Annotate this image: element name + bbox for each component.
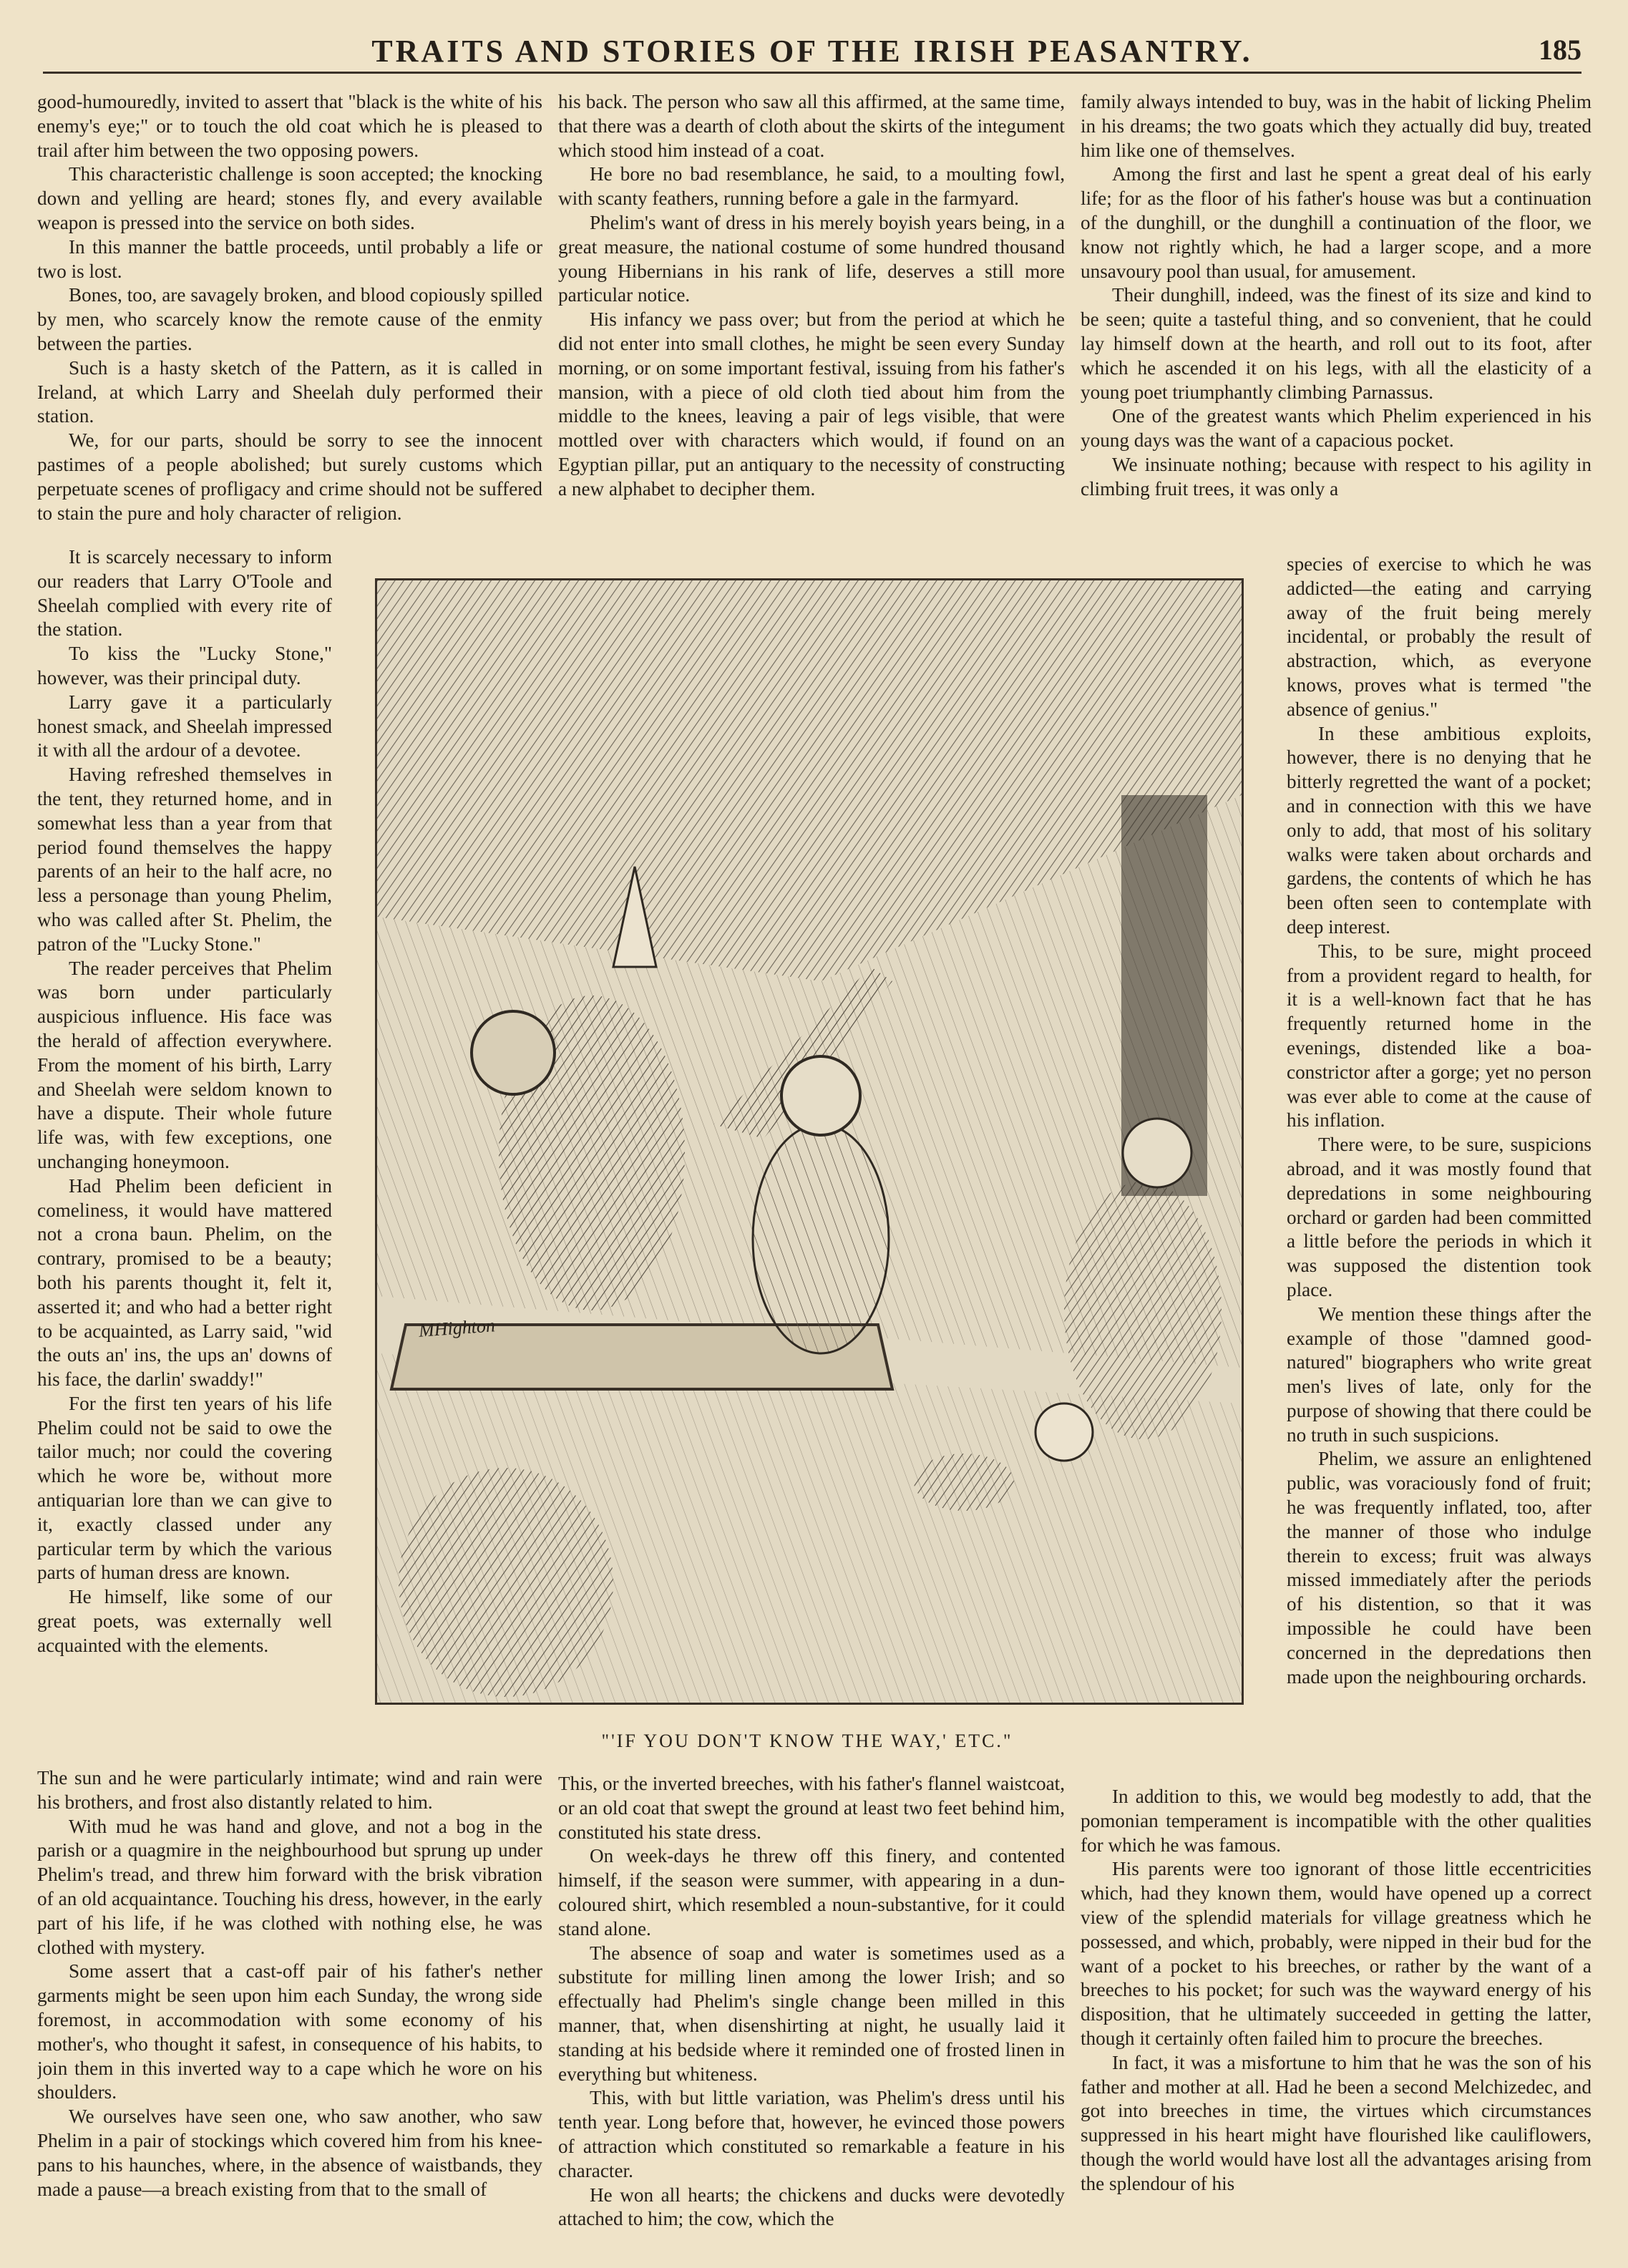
column-3-wrapped: [1287, 553, 1592, 1756]
paragraph: Their dunghill, indeed, was the finest of its size and kind to be seen; quite a tasteful thing, and so convenient, that he could lay himself down at the hearth, and roll out to its foot, after which he ascended it on his legs, with all the elasticity of a young poet triumphantly climbing Parnassus.: [1081, 284, 1592, 403]
paragraph: In fact, it was a misfortune to him that he was the son of his father and mother at all. Had he been a second Melchizedec, and got into breeches in time, the virtues which circumstances suppressed in his heart might have flourished like cauliflowers, though the world would have lost all the advantages arising from the splendour of his: [1081, 2051, 1592, 2194]
artist-signature: MHighton: [418, 1315, 496, 1341]
paragraph: We ourselves have seen one, who saw another, who saw Phelim in a pair of stockings which covered him from his knee-pans to his haunches, where, in the absence of waistbands, they made a pause—a breach existing from that to the small of: [37, 2106, 542, 2200]
paragraph: He won all hearts; the chickens and ducks were devotedly attached to him; the cow, which the: [558, 2184, 1065, 2230]
paragraph: His infancy we pass over; but from the period at which he did not enter into small clothes, he might be seen every Sunday morning, or on some important festival, issuing from his father's mansion, with a piece of old cloth tied about him from the middle to the knees, leaving a pair of legs visible, that were mottled over with characters which would, if found on an Egyptian pillar, put an antiquary to the necessity of constructing a new alphabet to decipher them.: [558, 308, 1065, 500]
paragraph: Some assert that a cast-off pair of his father's nether garments might be seen upon him each Sunday, the wrong side foremost, in accommodation with some economy of his mother's, who thought it safest, in consequence of his habits, to join them in this inverted way to a cape which he wore on his shoulders.: [37, 1960, 542, 2103]
paragraph: This, to be sure, might proceed from a provident regard to health, for it is a well-known fact that he has frequently returned home in the evenings, distended like a boa-constrictor after a gorge; yet no person was ever able to come at the cause of his inflation.: [1287, 940, 1592, 1131]
column-1-bottom: [37, 1766, 542, 2253]
paragraph: The absence of soap and water is sometimes used as a substitute for milling linen among the lower Irish; and so effectually had Phelim's single change been milled in this manner, that, when disenshirting at night, he usually laid it standing at his bedside where it reminded one of frosted linen in everything but whiteness.: [558, 1942, 1065, 2085]
paragraph: In this manner the battle proceeds, until probably a life or two is lost.: [37, 235, 542, 282]
paragraph: This, or the inverted breeches, with his father's flannel waistcoat, or an old coat that swept the ground at least two feet behind him, constituted his state dress.: [558, 1773, 1065, 1843]
paragraph: It is scarcely necessary to inform our readers that Larry O'Toole and Sheelah complied with every rite of the station.: [37, 546, 332, 641]
paragraph: He bore no bad resemblance, he said, to a moulting fowl, with scanty feathers, running before a gale in the farmyard.: [558, 163, 1065, 210]
running-header: [43, 29, 1581, 74]
paragraph: Had Phelim been deficient in comeliness, it would have mattered not a crona baun. Phelim, on the contrary, promised to be a beauty; both his parents thought it, felt it, asserted it; and who had a better right to be acquainted, as Larry said, "wid the outs an' ins, the ups an' downs of his face, the darlin' swaddy!": [37, 1174, 332, 1391]
paragraph: We insinuate nothing; because with respect to his agility in climbing fruit trees, it was only a: [1081, 453, 1592, 500]
column-3-top: [1081, 90, 1592, 552]
page-number: 185: [1539, 34, 1581, 66]
engraving-illustration: [375, 578, 1244, 1705]
paragraph: In these ambitious exploits, however, there is no denying that he bitterly regretted the want of a pocket; and in connection with this we have only to add, that most of his solitary walks were taken about orchards and gardens, the contents of which he has been often seen to contemplate with deep interest.: [1287, 722, 1592, 938]
paragraph: The sun and he were particularly intimate; wind and rain were his brothers, and frost also distantly related to him.: [37, 1767, 542, 1813]
paragraph: species of exercise to which he was addicted—the eating and carrying away of the fruit being merely incidental, or probably the result of abstraction, which, as everyone knows, proves what is termed "the absence of genius.": [1287, 553, 1592, 720]
paragraph: This characteristic challenge is soon accepted; the knocking down and yelling are heard; stones fly, and every available weapon is pressed into the service on both sides.: [37, 163, 542, 233]
paragraph: family always intended to buy, was in the habit of licking Phelim in his dreams; the two goats which they actually did buy, treated him like one of themselves.: [1081, 91, 1592, 161]
paragraph: We mention these things after the example of those "damned good-natured" biographers who write great men's lives of late, only for the purpose of showing that there could be no truth in such suspicions.: [1287, 1303, 1592, 1446]
column-2-top: [558, 90, 1065, 548]
column-1-wrapped: [37, 545, 332, 1766]
paragraph: his back. The person who saw all this affirmed, at the same time, that there was a dearth of cloth about the skirts of the integument which stood him instead of a coat.: [558, 91, 1065, 161]
paragraph: The reader perceives that Phelim was born under particularly auspicious influence. His face was the herald of affection everywhere. From the moment of his birth, Larry and Sheelah were seldom known to have a dispute. Their whole future life was, with few exceptions, one unchanging honeymoon.: [37, 957, 332, 1172]
paragraph: There were, to be sure, suspicions abroad, and it was mostly found that depredations in some neighbouring orchard or garden had been committed a little before the periods in which it was supposed the distention took place.: [1287, 1134, 1592, 1300]
paragraph: We, for our parts, should be sorry to see the innocent pastimes of a people abolished; but surely customs which perpetuate scenes of profligacy and crime should not be suffered to stain the pure and holy character of religion.: [37, 429, 542, 524]
paragraph: This, with but little variation, was Phelim's dress until his tenth year. Long before that, however, he evinced those powers of attraction which constituted so remarkable a feature in his character.: [558, 2087, 1065, 2181]
paragraph: Bones, too, are savagely broken, and blood copiously spilled by men, who scarcely know the remote cause of the enmity between the parties.: [37, 284, 542, 354]
paragraph: Phelim's want of dress in his merely boyish years being, in a great measure, the national costume of some hundred thousand young Hibernians in his rank of life, deserves a still more particular notice.: [558, 211, 1065, 306]
paragraph: Larry gave it a particularly honest smack, and Sheelah impressed it with all the ardour of a devotee.: [37, 691, 332, 761]
paragraph: good-humouredly, invited to assert that "black is the white of his enemy's eye;" or to touch the old coat which he is pleased to trail after him between the two opposing powers.: [37, 91, 542, 161]
paragraph: Such is a hasty sketch of the Pattern, as it is called in Ireland, at which Larry and Sheelah duly performed their station.: [37, 356, 542, 427]
column-3-bottom: [1081, 1785, 1592, 2253]
running-title: TRAITS AND STORIES OF THE IRISH PEASANTRY.: [371, 34, 1253, 69]
paragraph: Having refreshed themselves in the tent, they returned home, and in somewhat less than a year from that period found themselves the happy parents of an heir to the half acre, no less a personage than young Phelim, who was called after St. Phelim, the patron of the "Lucky Stone.": [37, 764, 332, 955]
paragraph: One of the greatest wants which Phelim experienced in his young days was the want of a capacious pocket.: [1081, 405, 1592, 452]
column-2-bottom: [558, 1772, 1065, 2253]
paragraph: With mud he was hand and glove, and not a bog in the parish or a quagmire in the neighbourhood but sprung up under Phelim's tread, and threw him forward with the brisk vibration of an old acquaintance. Touching his dress, however, in the early part of his life, if he was clothed with nothing else, he was clothed with mystery.: [37, 1815, 542, 1958]
paragraph: Phelim, we assure an enlightened public, was voraciously fond of fruit; he was frequently inflated, too, after the manner of those who indulge therein to excess; fruit was always missed immediately after the periods of his distention, so that it was impossible he could have been concerned in the depredations then made upon the neighbouring orchards.: [1287, 1448, 1592, 1688]
illustration-caption: "'IF YOU DON'T KNOW THE WAY,' ETC.": [601, 1731, 1013, 1751]
paragraph: On week-days he threw off this finery, and contented himself, if the season were summer, with appearing in a dun-coloured shirt, which resembled a noun-substantive, for it could stand alone.: [558, 1845, 1065, 1940]
schoolroom-scene-image: [377, 580, 1242, 1703]
paragraph: His parents were too ignorant of those little eccentricities which, had they known them, would have opened up a correct view of the splendid materials for village greatness which he possessed, and which, probably, were nipped in their bud for the want of a pocket to his breeches, or rather by the want of a breeches to his pocket; for such was the wayward energy of his disposition, that he ultimately succeeded in getting the latter, though it certainly often failed him to procure the breeches.: [1081, 1858, 1592, 2049]
paragraph: Among the first and last he spent a great deal of his early life; for as the floor of his father's house was but a continuation of the dunghill, or the dunghill a continuation of the floor, we know not rightly which, he had a larger scope, and a more unsavoury pool than usual, for amusement.: [1081, 163, 1592, 282]
paragraph: In addition to this, we would beg modestly to add, that the pomonian temperament is incompatible with the other qualities for which he was famous.: [1081, 1786, 1592, 1856]
paragraph: He himself, like some of our great poets, was externally well acquainted with the elements.: [37, 1586, 332, 1656]
paragraph: To kiss the "Lucky Stone," however, was their principal duty.: [37, 643, 332, 688]
paragraph: For the first ten years of his life Phelim could not be said to owe the tailor much; nor could the covering which he wore be, without more antiquarian lore than we can give to it, exactly classed under any particular term by which the various parts of human dress are known.: [37, 1392, 332, 1584]
